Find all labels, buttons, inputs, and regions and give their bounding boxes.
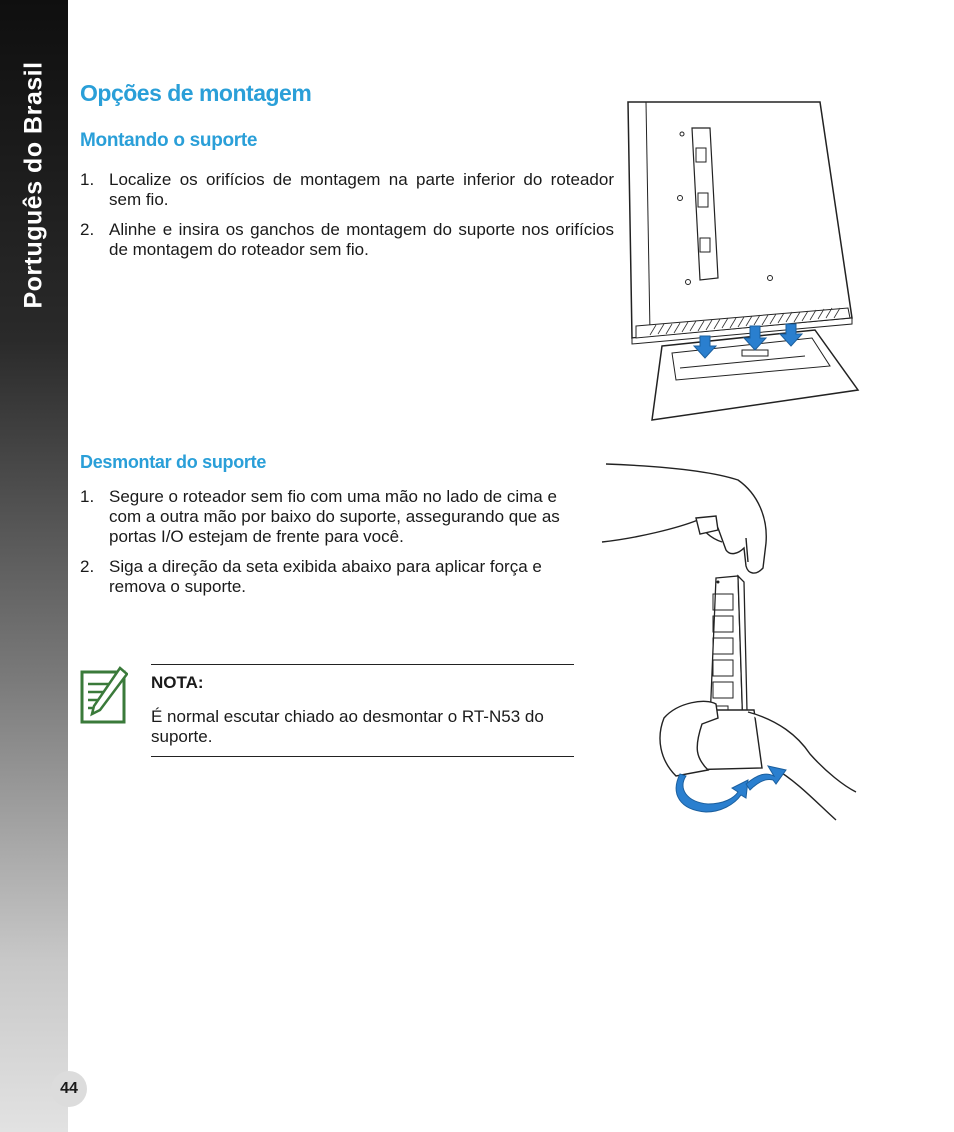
language-sidebar (0, 0, 68, 1132)
dismounting-title: Desmontar do suporte (80, 452, 267, 472)
dismounting-step (80, 557, 602, 597)
step-text: Localize os orifícios de montagem na parte inferior do roteador sem fio. (109, 170, 614, 209)
mounting-step (80, 170, 614, 210)
mounting-steps (80, 170, 614, 270)
router-stand-mounting-illustration (620, 98, 865, 423)
dismounting-step (80, 487, 602, 547)
page-number: 44 (51, 1071, 87, 1107)
step-text: Segure o roteador sem fio com uma mão no lado de cima e com a outra mão por baixo do suporte, assegurando que as portas I/O estejam de frente para você. (109, 487, 560, 546)
sidebar-language-title: Português do Brasil (19, 61, 48, 309)
router-stand-removal-illustration (598, 458, 863, 826)
note-text: É normal escutar chiado ao desmontar o RT-N53 do suporte. (151, 707, 544, 746)
section-title: Opções de montagem (80, 80, 312, 106)
step-text: Alinhe e insira os ganchos de montagem do suporte nos orifícios de montagem do roteador sem fio. (109, 220, 614, 259)
step-number: 2. (80, 220, 95, 239)
step-text: Siga a direção da seta exibida abaixo para aplicar força e remova o suporte. (109, 557, 542, 596)
step-number: 2. (80, 557, 95, 576)
note-content (151, 664, 574, 757)
step-number: 1. (80, 487, 95, 506)
dismounting-steps (80, 487, 602, 607)
note-title: NOTA: (151, 673, 204, 692)
note-pencil-icon (80, 666, 128, 724)
step-number: 1. (80, 170, 95, 189)
mounting-step (80, 220, 614, 260)
mounting-title: Montando o suporte (80, 130, 258, 151)
note-box (80, 664, 574, 758)
